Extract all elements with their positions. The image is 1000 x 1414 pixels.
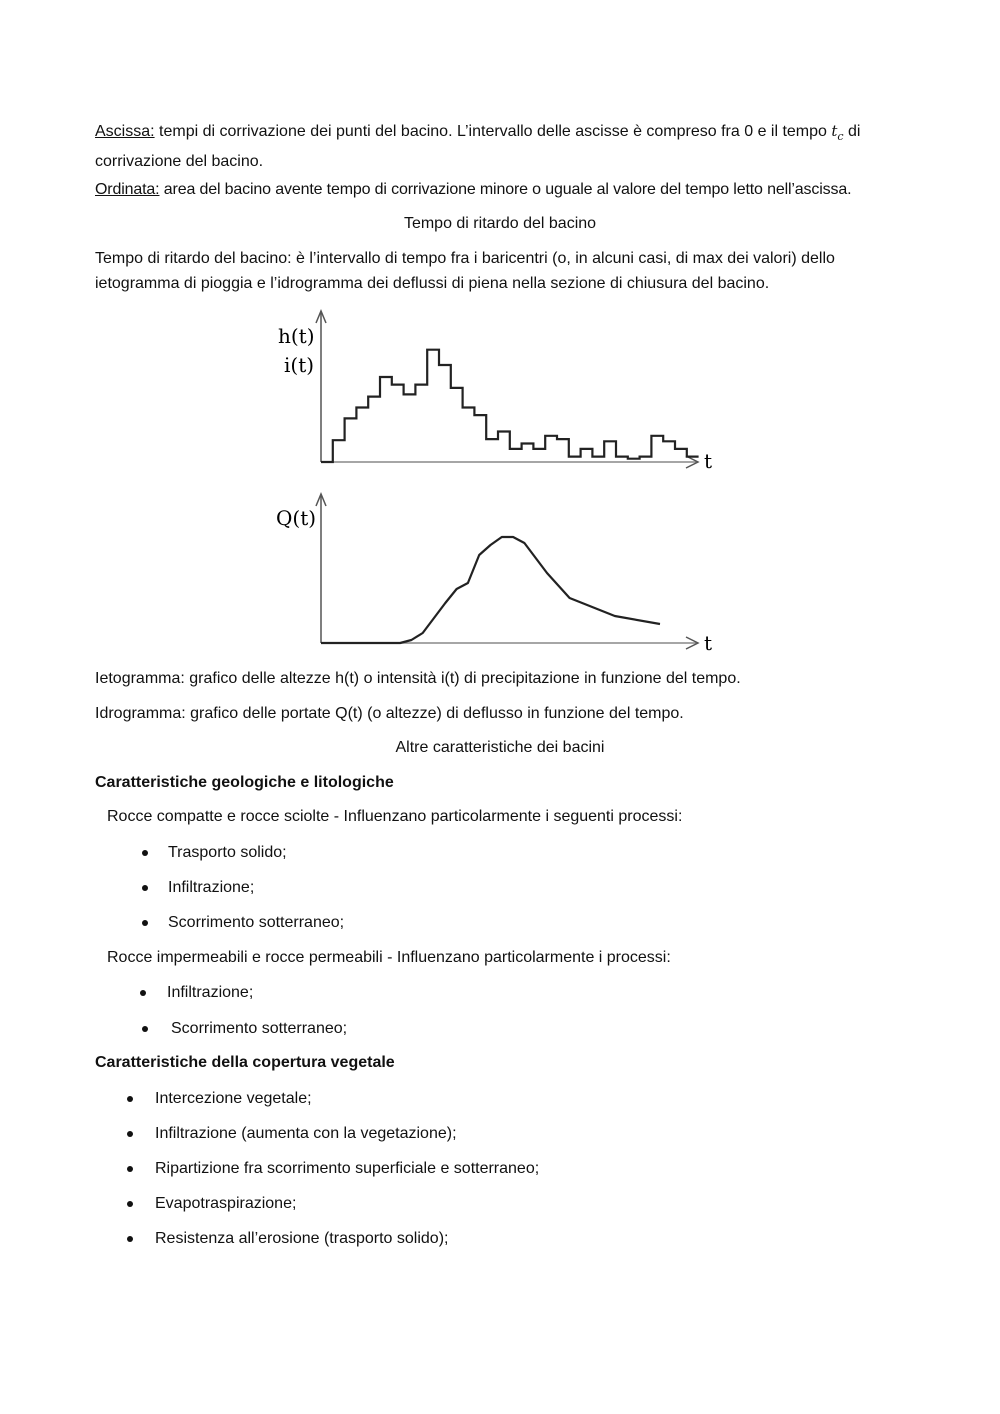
bullet-dot [127, 1236, 133, 1242]
tempo-ritardo-line1: Tempo di ritardo del bacino: è l’intervallo di tempo fra i baricentri (o, in alcuni casi, di max dei valori) dello [95, 250, 835, 267]
hyetograph-ylabel-i: i(t) [284, 353, 315, 377]
bullet-dot [127, 1096, 133, 1102]
hydrograph-series [321, 537, 660, 643]
bullet-dot [127, 1201, 133, 1207]
bullet-dot [127, 1166, 133, 1172]
heading-tempo-ritardo: Tempo di ritardo del bacino [403, 215, 597, 232]
section-geologiche-title: Caratteristiche geologiche e litologiche [95, 774, 394, 791]
hyetograph-ylabel-h: h(t) [278, 324, 315, 348]
list-item-text: Intercezione vegetale; [155, 1090, 312, 1107]
paragraph-ascissa [95, 119, 905, 174]
list-item-text: Evapotraspirazione; [155, 1195, 297, 1212]
list-item-text: Infiltrazione (aumenta con la vegetazione); [155, 1125, 457, 1142]
list-item-text: Infiltrazione; [168, 879, 255, 896]
math-sub-c: c [837, 130, 844, 144]
list-item-text: Ripartizione fra scorrimento superficiale e sotterraneo; [155, 1160, 540, 1177]
heading-altre-caratteristiche: Altre caratteristiche dei bacini [395, 739, 605, 756]
list-item-text: Trasporto solido; [168, 844, 287, 861]
ordinata-text: area del bacino avente tempo di corrivazione minore o uguale al valore del tempo letto nell’ascissa. [159, 181, 852, 198]
section-geologiche-sub2: Rocce impermeabili e rocce permeabili - Influenzano particolarmente i processi: [107, 949, 671, 966]
hyetograph-xlabel: t [704, 449, 713, 473]
bullet-dot [142, 1026, 148, 1032]
list-item-text: Infiltrazione; [167, 984, 254, 1001]
hydrograph-chart [270, 488, 730, 658]
ascissa-text-after: di [843, 123, 861, 140]
bullet-dot [127, 1131, 133, 1137]
ordinata-label: Ordinata: [95, 181, 160, 198]
ascissa-label: Ascissa: [95, 123, 155, 140]
section-geologiche-sub1: Rocce compatte e rocce sciolte - Influenzano particolarmente i seguenti processi: [107, 808, 683, 825]
hyetograph-series [321, 350, 699, 462]
ascissa-text: tempi di corrivazione dei punti del bacino. L’intervallo delle ascisse è compreso fra 0 e il tempo [154, 123, 832, 140]
hydrograph-xlabel: t [704, 631, 713, 655]
hyetograph-chart [270, 305, 730, 480]
hydrograph-ylabel: Q(t) [276, 506, 317, 530]
bullet-dot [142, 920, 148, 926]
section-vegetale-title: Caratteristiche della copertura vegetale [95, 1054, 395, 1071]
list-item-text: Scorrimento sotterraneo; [168, 914, 345, 931]
bullet-dot [142, 850, 148, 856]
ascissa-line2: corrivazione del bacino. [95, 153, 264, 171]
list-item-text: Resistenza all’erosione (trasporto solido); [155, 1230, 449, 1247]
paragraph-tempo-ritardo [95, 246, 905, 296]
bullet-dot [142, 885, 148, 891]
paragraph-ordinata [95, 177, 905, 202]
math-t: t [831, 122, 838, 140]
tempo-ritardo-line2: ietogramma di pioggia e l’idrogramma dei deflussi di piena nella sezione di chiusura del bacino. [95, 275, 770, 292]
list-item-text: Scorrimento sotterraneo; [171, 1020, 348, 1037]
paragraph-idrogramma: Idrogramma: grafico delle portate Q(t) (o altezze) di deflusso in funzione del tempo. [95, 705, 684, 722]
paragraph-ietogramma: Ietogramma: grafico delle altezze h(t) o intensità i(t) di precipitazione in funzione del tempo. [95, 670, 741, 687]
bullet-dot [140, 990, 146, 996]
